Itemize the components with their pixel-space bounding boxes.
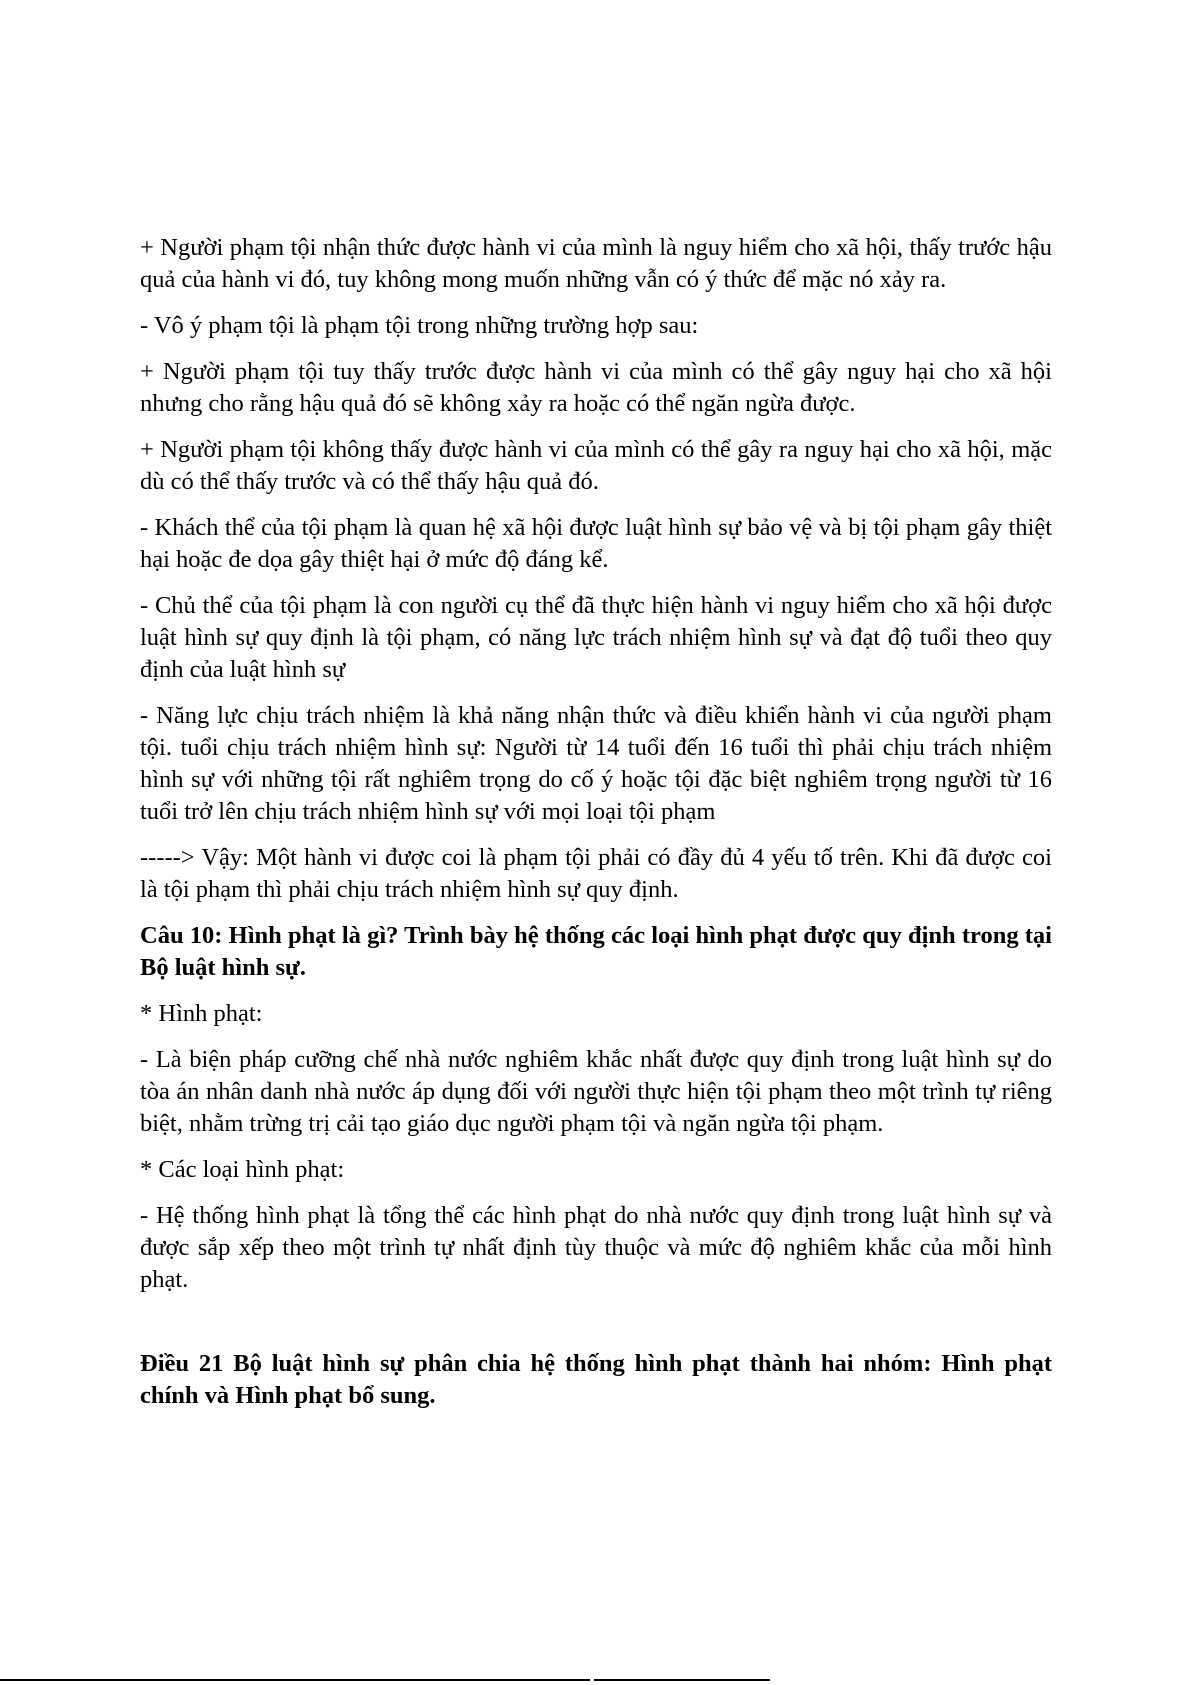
paragraph-negligence-overconfident: + Người phạm tội tuy thấy trước được hành vi của mình có thể gây nguy hại cho xã hội nhưng cho rằng hậu quả đó sẽ không xảy ra hoặc có thể ngăn ngừa được. xyxy=(140,358,1052,417)
paragraph-negligence-careless: + Người phạm tội không thấy được hành vi của mình có thể gây ra nguy hại cho xã hội, mặc dù có thể thấy trước và có thể thấy hậu quả đó. xyxy=(140,436,1052,495)
question-10-heading: Câu 10: Hình phạt là gì? Trình bày hệ thống các loại hình phạt được quy định trong tại Bộ luật hình sự. xyxy=(140,922,1052,981)
paragraph-object-of-crime: - Khách thể của tội phạm là quan hệ xã hội được luật hình sự bảo vệ và bị tội phạm gây thiệt hại hoặc đe dọa gây thiệt hại ở mức độ đáng kể. xyxy=(140,514,1052,573)
paragraph-penalty-system: - Hệ thống hình phạt là tổng thể các hình phạt do nhà nước quy định trong luật hình sự và được sắp xếp theo một trình tự nhất định tùy thuộc và mức độ nghiêm khắc của mỗi hình phạt. xyxy=(140,1202,1052,1293)
section-penalty-types-label: * Các loại hình phạt: xyxy=(140,1156,345,1183)
paragraph-negligence-heading: - Vô ý phạm tội là phạm tội trong những trường hợp sau: xyxy=(140,312,699,339)
paragraph-criminal-capacity: - Năng lực chịu trách nhiệm là khả năng nhận thức và điều khiển hành vi của người phạm tội. tuổi chịu trách nhiệm hình sự: Người từ 14 tuổi đến 16 tuổi thì phải chịu trách nhiệm hình sự với những tội rất nghiêm trọng do cố ý hoặc tội đặc biệt nghiêm trọng người từ 16 tuổi trở lên chịu trách nhiệm hình sự với mọi loại tội phạm xyxy=(140,702,1052,825)
paragraph-conclusion: -----> Vậy: Một hành vi được coi là phạm tội phải có đầy đủ 4 yếu tố trên. Khi đã được coi là tội phạm thì phải chịu trách nhiệm hình sự quy định. xyxy=(140,844,1052,903)
paragraph-penalty-definition: - Là biện pháp cưỡng chế nhà nước nghiêm khắc nhất được quy định trong luật hình sự do tòa án nhân danh nhà nước áp dụng đối với người thực hiện tội phạm theo một trình tự riêng biệt, nhằm trừng trị cải tạo giáo dục người phạm tội và ngăn ngừa tội phạm. xyxy=(140,1046,1052,1137)
paragraph-intentional-indirect: + Người phạm tội nhận thức được hành vi của mình là nguy hiểm cho xã hội, thấy trước hậu quả của hành vi đó, tuy không mong muốn những vẫn có ý thức để mặc nó xảy ra. xyxy=(140,234,1052,293)
section-penalty-label: * Hình phạt: xyxy=(140,1000,263,1027)
footer-rule-segment xyxy=(594,1679,770,1681)
paragraph-subject-of-crime: - Chủ thể của tội phạm là con người cụ thể đã thực hiện hành vi nguy hiểm cho xã hội được luật hình sự quy định là tội phạm, có năng lực trách nhiệm hình sự và đạt độ tuổi theo quy định của luật hình sự xyxy=(140,592,1052,683)
article-21-heading: Điều 21 Bộ luật hình sự phân chia hệ thống hình phạt thành hai nhóm: Hình phạt chính và Hình phạt bổ sung. xyxy=(140,1350,1052,1409)
footer-rule xyxy=(0,1679,590,1681)
document-body xyxy=(140,232,1052,1426)
